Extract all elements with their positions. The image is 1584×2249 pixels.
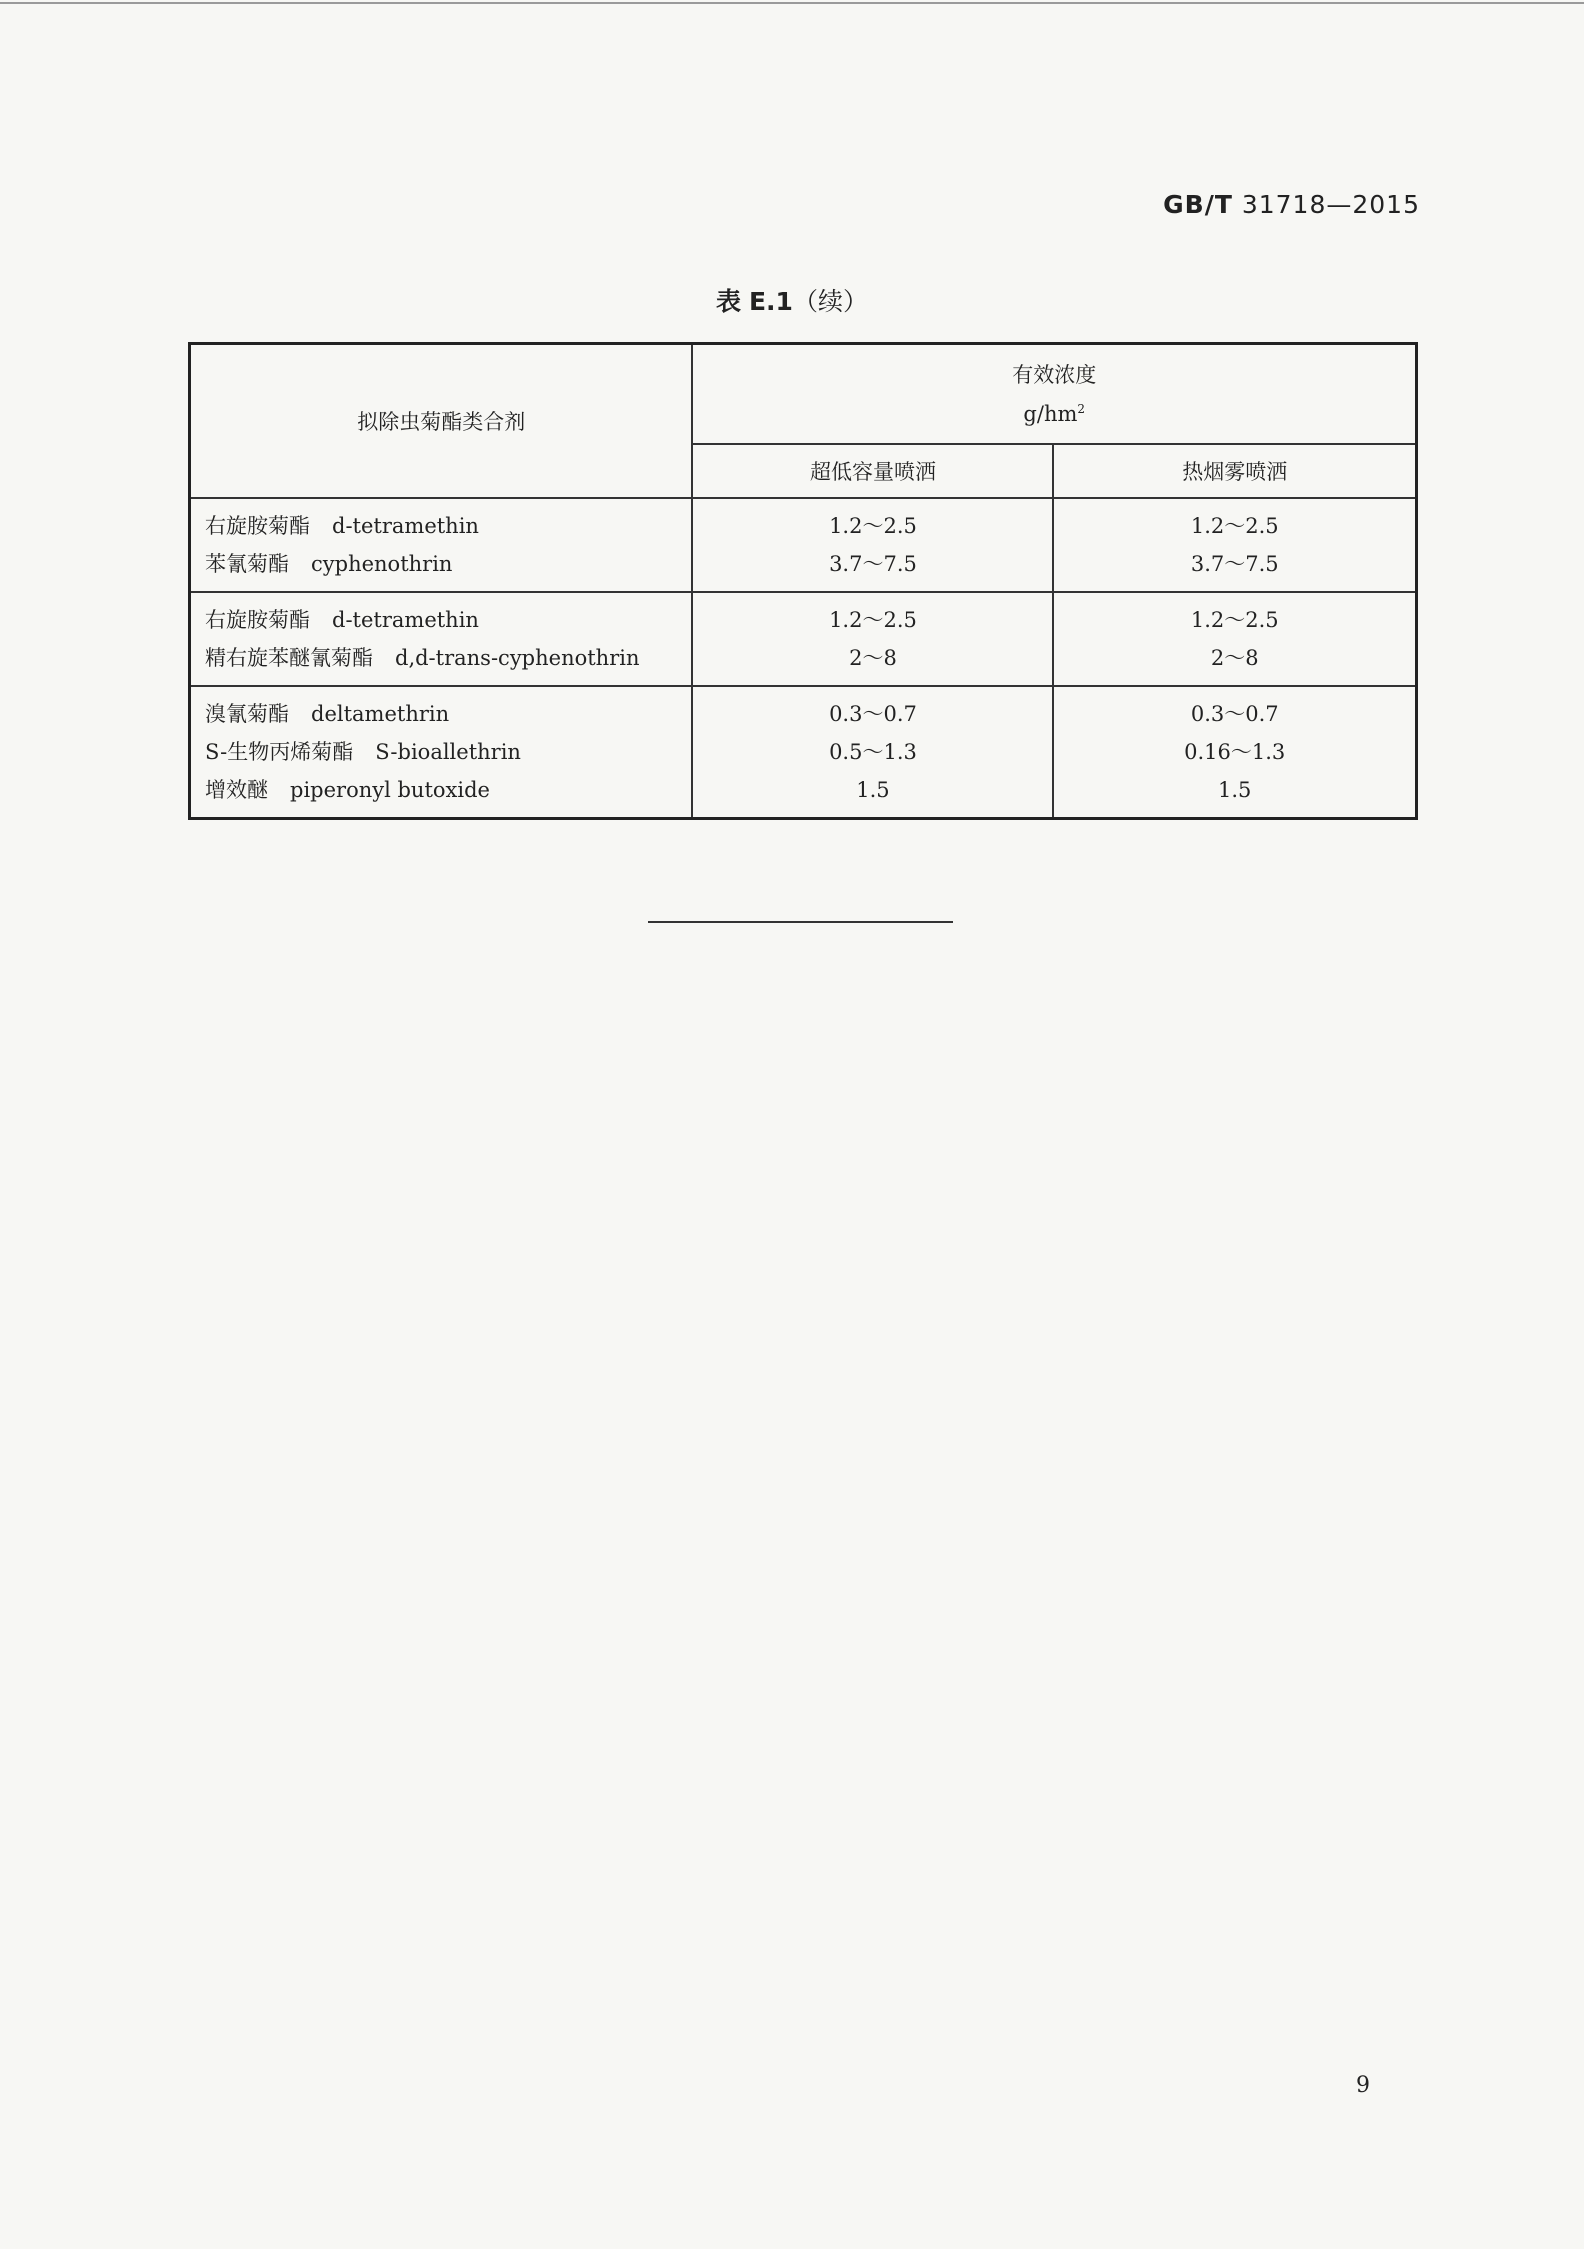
top-rule (0, 2, 1584, 4)
header-compound: 拟除虫菊酯类合剂 (190, 344, 693, 499)
compound-line (205, 639, 677, 677)
compound-cn: 右旋胺菊酯 (205, 608, 310, 632)
compound-cell (190, 498, 693, 592)
compound-cell (190, 686, 693, 819)
compound-cn: 增效醚 (205, 778, 268, 802)
compound-cn: 苯氰菊酯 (205, 552, 289, 576)
standard-prefix: GB/T (1163, 190, 1233, 219)
compound-line (205, 545, 677, 583)
header-concentration-unit (694, 392, 1414, 431)
compound-en: S-bioallethrin (375, 740, 521, 764)
unit-superscript: 2 (1077, 401, 1086, 416)
concentration-value: 0.3～0.7 (829, 702, 917, 726)
caption-suffix: （续） (792, 287, 868, 316)
table-body (190, 498, 1417, 819)
ulv-value-cell (692, 592, 1053, 686)
standard-number (1163, 190, 1420, 219)
standard-code: 31718—2015 (1241, 190, 1420, 219)
compound-en: d-tetramethin (332, 608, 479, 632)
header-thermal-fog: 热烟雾喷洒 (1053, 444, 1416, 498)
concentration-value: 1.2～2.5 (829, 514, 917, 538)
compound-cn: 右旋胺菊酯 (205, 514, 310, 538)
compound-en: piperonyl butoxide (290, 778, 490, 802)
concentration-value: 0.3～0.7 (1190, 702, 1279, 726)
concentration-value: 1.5 (1218, 778, 1252, 802)
header-row (190, 344, 1417, 445)
caption-prefix: 表 (716, 287, 742, 316)
table-row (190, 592, 1417, 686)
compound-line (205, 695, 677, 733)
concentration-value: 3.7～7.5 (829, 552, 917, 576)
concentration-value: 1.2～2.5 (1190, 608, 1279, 632)
concentration-value: 0.5～1.3 (829, 740, 917, 764)
concentration-value: 0.16～1.3 (1184, 740, 1286, 764)
compound-cn: S-生物丙烯菊酯 (205, 740, 354, 764)
compound-en: deltamethrin (311, 702, 450, 726)
compound-en: d,d-trans-cyphenothrin (395, 646, 640, 670)
compound-cn: 溴氰菊酯 (205, 702, 289, 726)
table-caption (0, 282, 1584, 318)
ulv-value-cell (692, 498, 1053, 592)
compound-line (205, 733, 677, 771)
table-row (190, 498, 1417, 592)
compound-line (205, 507, 677, 545)
caption-label: E.1 (748, 287, 793, 316)
fog-value-cell (1053, 686, 1416, 819)
compound-en: d-tetramethin (332, 514, 479, 538)
fog-value-cell (1053, 592, 1416, 686)
compound-line (205, 601, 677, 639)
concentration-value: 1.5 (856, 778, 890, 802)
table-row (190, 686, 1417, 819)
compound-line (205, 771, 677, 809)
compound-cell (190, 592, 693, 686)
concentration-value: 2～8 (849, 646, 897, 670)
header-concentration (692, 344, 1416, 445)
header-ulv-spray: 超低容量喷洒 (692, 444, 1053, 498)
header-concentration-title: 有效浓度 (1012, 362, 1097, 387)
compound-cn: 精右旋苯醚氰菊酯 (205, 646, 373, 670)
concentration-table (188, 342, 1418, 820)
concentration-value: 3.7～7.5 (1190, 552, 1279, 576)
concentration-value: 2～8 (1210, 646, 1259, 670)
unit-text: g/hm (1023, 401, 1078, 426)
end-rule (648, 921, 953, 923)
fog-value-cell (1053, 498, 1416, 592)
ulv-value-cell (692, 686, 1053, 819)
page-number: 9 (1356, 2073, 1370, 2098)
concentration-value: 1.2～2.5 (1190, 514, 1279, 538)
compound-en: cyphenothrin (311, 552, 453, 576)
concentration-value: 1.2～2.5 (829, 608, 917, 632)
